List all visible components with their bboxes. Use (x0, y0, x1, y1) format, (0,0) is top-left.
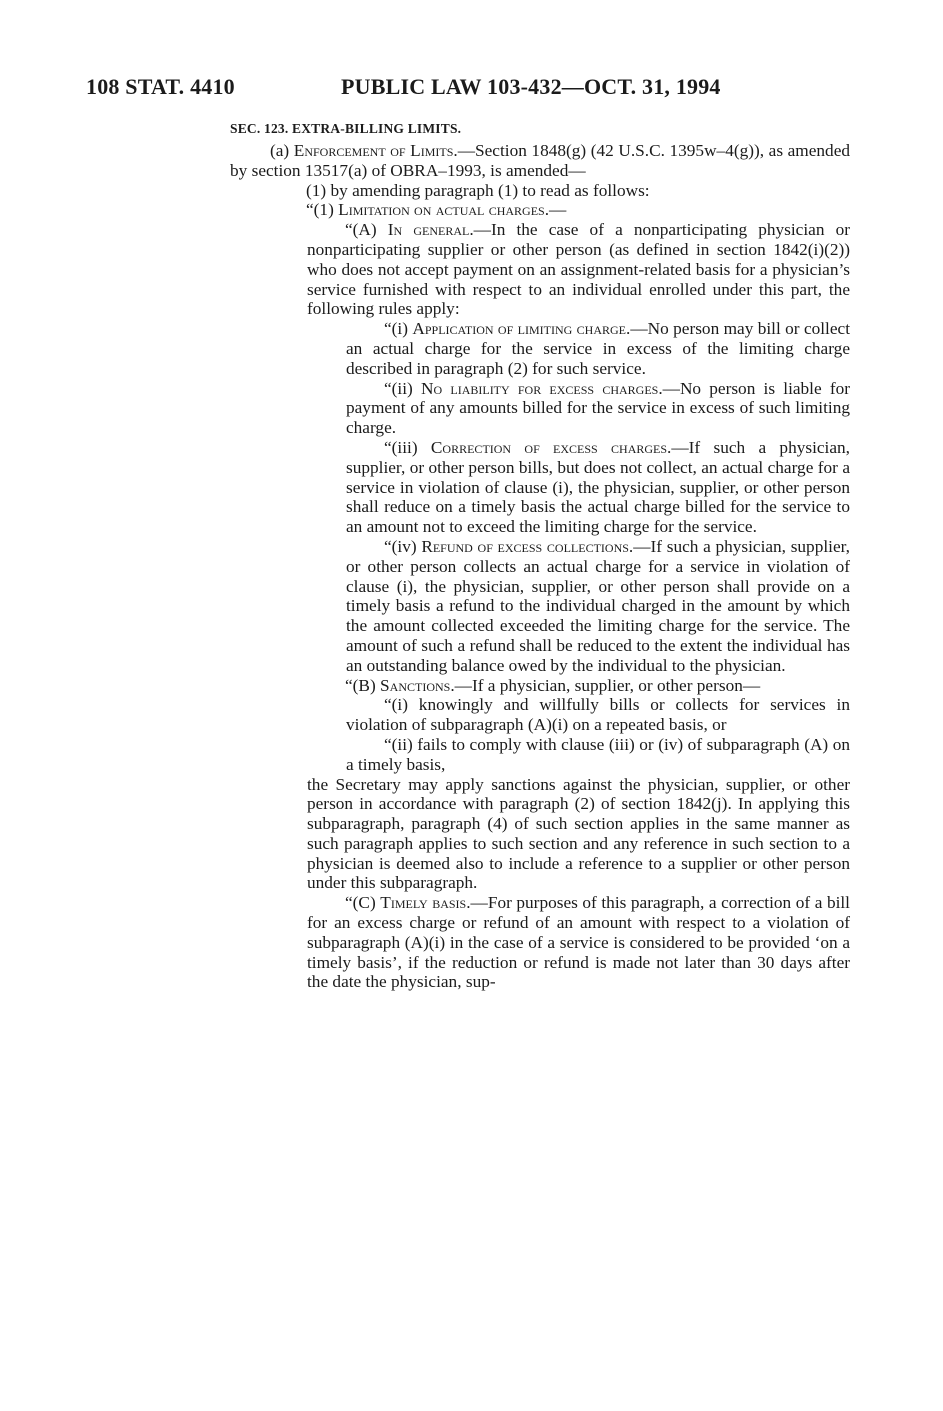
clause-A-iii-caption: Correction of excess charges. (430, 437, 672, 457)
item-1: (1) by amending paragraph (1) to read as follows: (306, 180, 650, 200)
subparagraph-B-text: —If a physician, supplier, or other person— (454, 675, 761, 695)
clause-A-iv-lead: “(iv) (384, 536, 417, 556)
subparagraph-B (230, 676, 850, 696)
subparagraph-C-caption: Timely basis. (380, 893, 471, 913)
clause-B-i: “(i) knowingly and willfully bills or collects for services in violation of subparagraph (A)(i) on a repeated basis, or (346, 695, 850, 735)
paragraph-1-lead: “(1) (306, 200, 334, 220)
clause-A-i (230, 319, 850, 378)
subparagraph-A-text: —In the case of a nonparticipating physician or nonparticipating supplier or other person (as defined in section 1842(i)(2)) who does not accept payment on an assignment-related basis for a physician’s service furnished with respect to an individual enrolled under this part, the following rules apply: (307, 220, 850, 319)
paragraph-1-tail: — (549, 200, 567, 220)
stat-reference: 108 STAT. 4410 (86, 74, 235, 99)
paragraph-1-caption: Limitation on actual charges. (338, 200, 550, 220)
clause-B-ii: “(ii) fails to comply with clause (iii) or (iv) of subparagraph (A) on a timely basis, (346, 734, 850, 774)
subparagraph-B-flush-text: the Secretary may apply sanctions against the physician, supplier, or other person in accordance with paragraph (2) of section 1842(j). In applying this subparagraph, paragraph (4) of such section applies in the same manner as such paragraph applies to such section and any reference in such section to a physician is deemed also to include a reference to a supplier or other person under this subparagraph. (307, 774, 850, 893)
subparagraph-B-lead: “(B) (345, 675, 376, 695)
subparagraph-B-caption: Sanctions. (380, 675, 455, 695)
clause-A-i-lead: “(i) (384, 319, 408, 339)
subparagraph-C-text: —For purposes of this paragraph, a correction of a bill for an excess charge or refund of an amount with respect to a violation of subparagraph (A)(i) in the case of a service is considered to be provided ‘on a timely basis’, if the reduction or refund is made not later than 30 days after the date the physician, sup- (307, 893, 850, 992)
page-header (86, 74, 866, 104)
subparagraph-A-caption: In general. (387, 220, 474, 240)
clause-A-iii (230, 438, 850, 537)
paragraph-a-caption: Enforcement of Limits. (293, 141, 458, 160)
paragraph-a (230, 141, 850, 181)
clause-A-iv-text: —If such a physician, supplier, or other person collects an actual charge for a service in violation of clause (i), the physician, supplier, or other person shall provide on a timely basis a refund to the individual charged in the amount by which the amount collected exceeded the limiting charge for the service. The amount of such a refund shall be reduced to the extent the individual has an outstanding balance owed by the individual to the physician. (346, 536, 850, 675)
section-heading: SEC. 123. EXTRA-BILLING LIMITS. (230, 121, 462, 136)
clause-A-i-caption: Application of limiting charge. (412, 319, 631, 339)
clause-A-ii-caption: No liability for excess charges. (421, 378, 663, 398)
paragraph-1-heading (230, 200, 850, 220)
clause-A-iv (230, 537, 850, 676)
subparagraph-C (230, 893, 850, 992)
clause-A-iv-caption: Refund of excess collections. (421, 536, 634, 556)
clause-A-ii-lead: “(ii) (384, 378, 413, 398)
document-body (230, 141, 850, 992)
paragraph-a-text: —Section 1848(g) (42 U.S.C. 1395w–4(g)), as amended by section 13517(a) of OBRA–1993, is amended— (230, 141, 851, 180)
clause-A-ii-text: —No person is liable for payment of any amounts billed for the service in excess of such limiting charge. (346, 378, 851, 438)
clause-A-iii-lead: “(iii) (384, 437, 418, 457)
subparagraph-A-lead: “(A) (345, 220, 377, 240)
clause-A-i-text: —No person may bill or collect an actual charge for the service in excess of the limiting charge described in paragraph (2) for such service. (346, 319, 850, 378)
clause-A-iii-text: —If such a physician, supplier, or other person bills, but does not collect, an actual charge for a service in violation of clause (i), the physician, supplier, or other person shall reduce on a timely basis the actual charge billed for the service to an amount not to exceed the limiting charge for the service. (346, 437, 850, 537)
subparagraph-C-lead: “(C) (345, 893, 376, 913)
law-title: PUBLIC LAW 103-432—OCT. 31, 1994 (341, 74, 721, 99)
paragraph-a-lead: (a) (270, 141, 290, 160)
clause-A-ii (230, 379, 850, 438)
subparagraph-A (230, 220, 850, 319)
